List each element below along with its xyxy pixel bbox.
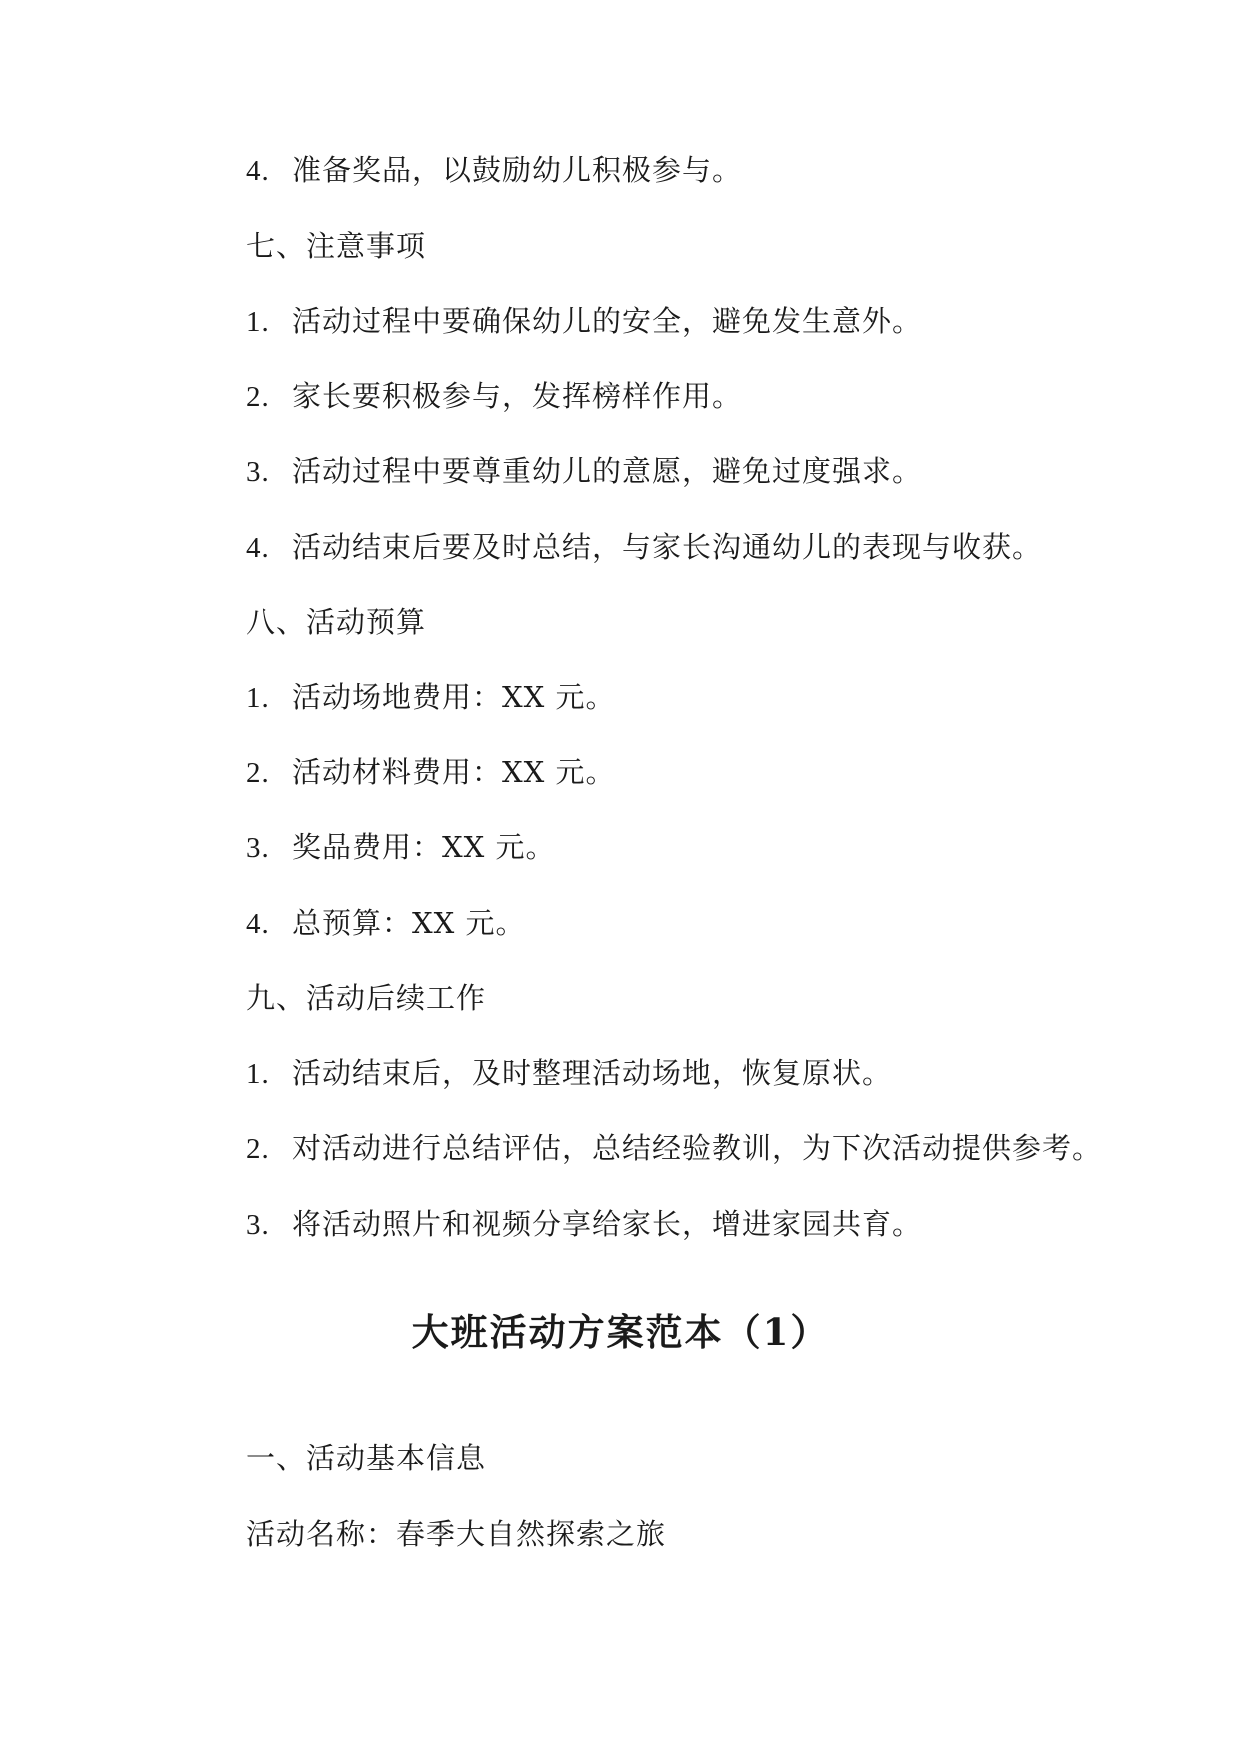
section-heading: [246, 228, 426, 264]
list-item: [246, 679, 616, 716]
list-item: [246, 1206, 922, 1243]
section-heading: [246, 604, 426, 640]
list-item: [246, 905, 526, 942]
item-text: 活动场地费用：XX 元。: [292, 680, 616, 714]
item-text: 活动材料费用：XX 元。: [292, 755, 616, 789]
section-heading: [246, 980, 486, 1016]
item-number: 2.: [246, 381, 270, 413]
item-text: 奖品费用：XX 元。: [292, 830, 556, 864]
item-text: 活动结束后，及时整理活动场地，恢复原状。: [292, 1056, 893, 1090]
list-item: [246, 1055, 892, 1092]
item-number: 3.: [246, 1209, 270, 1241]
item-text: 家长要积极参与，发挥榜样作用。: [292, 379, 743, 413]
item-number: 4.: [246, 908, 270, 940]
item-number: 3.: [246, 832, 270, 864]
item-number: 1.: [246, 306, 270, 338]
item-text: 将活动照片和视频分享给家长，增进家园共育。: [292, 1207, 923, 1241]
list-item: [246, 1130, 1102, 1167]
paragraph-text: 活动名称：春季大自然探索之旅: [246, 1517, 667, 1551]
section-heading: [246, 1440, 486, 1476]
paragraph: [246, 1516, 666, 1552]
item-number: 2.: [246, 757, 270, 789]
list-item: [246, 453, 922, 490]
item-text: 活动过程中要确保幼儿的安全，避免发生意外。: [292, 304, 923, 338]
list-item: [246, 529, 1042, 566]
item-text: 活动过程中要尊重幼儿的意愿，避免过度强求。: [292, 454, 923, 488]
section-title: 大班活动方案范本（1）: [411, 1310, 830, 1354]
item-text: 准备奖品，以鼓励幼儿积极参与。: [292, 153, 743, 187]
list-item: [246, 829, 556, 866]
item-number: 4.: [246, 532, 270, 564]
item-text: 活动结束后要及时总结，与家长沟通幼儿的表现与收获。: [292, 530, 1043, 564]
list-item: [246, 152, 742, 189]
item-number: 4.: [246, 155, 270, 187]
heading-text: 七、注意事项: [246, 229, 427, 263]
heading-text: 一、活动基本信息: [246, 1441, 487, 1475]
heading-text: 八、活动预算: [246, 605, 427, 639]
list-item: [246, 303, 922, 340]
item-number: 2.: [246, 1133, 270, 1165]
list-item: [246, 378, 742, 415]
heading-text: 九、活动后续工作: [246, 981, 487, 1015]
list-item: [246, 754, 616, 791]
item-text: 总预算：XX 元。: [292, 906, 526, 940]
item-text: 对活动进行总结评估，总结经验教训，为下次活动提供参考。: [292, 1131, 1103, 1165]
item-number: 1.: [246, 1058, 270, 1090]
item-number: 3.: [246, 456, 270, 488]
item-number: 1.: [246, 682, 270, 714]
